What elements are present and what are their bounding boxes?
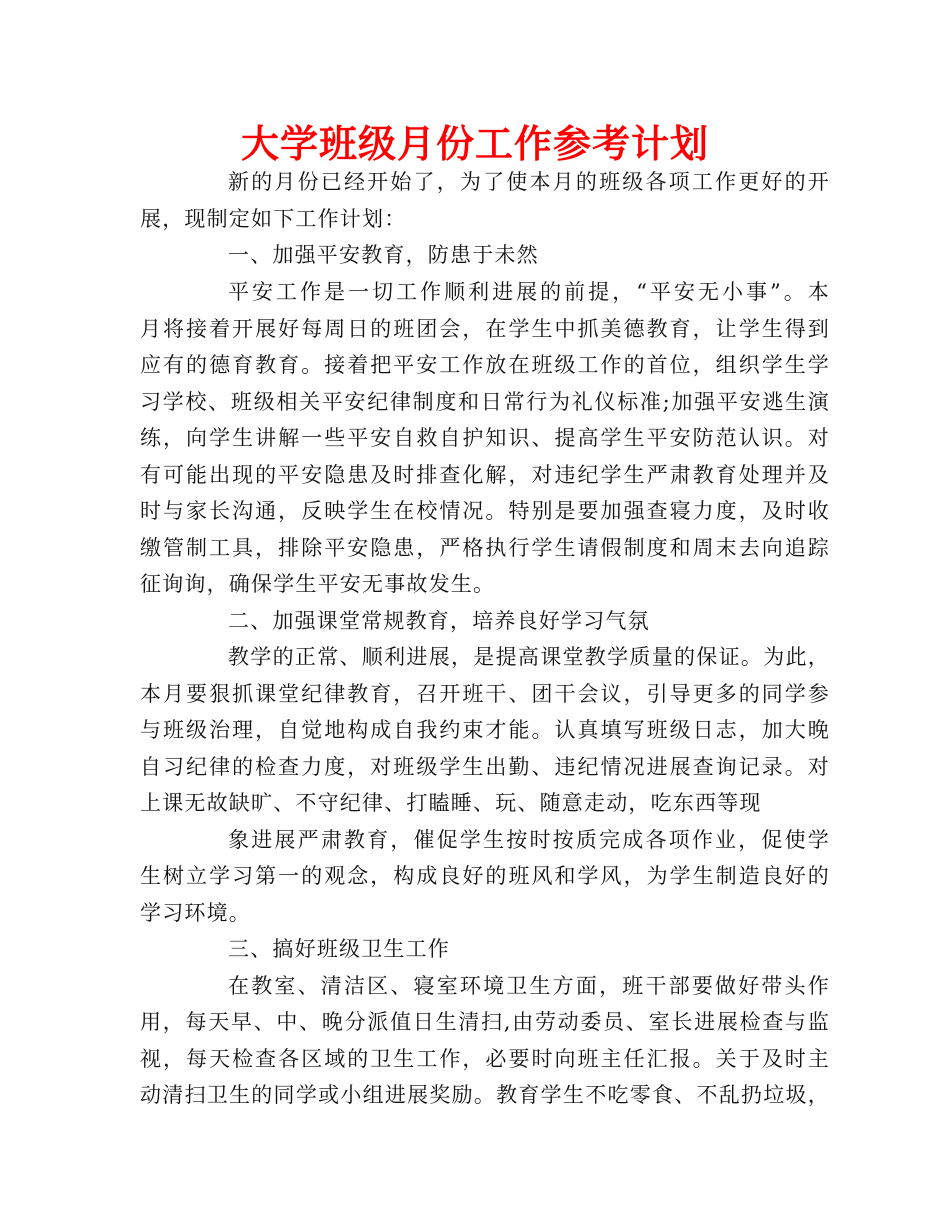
section2-line-5: 上课无故缺旷、不守纪律、打瞌睡、玩、随意走动，吃东西等现 <box>140 791 762 815</box>
section-heading-3: 三、搞好班级卫生工作 <box>228 937 450 961</box>
section1-line-4: 习学校、班级相关平安纪律制度和日常行为礼仪标准;加强平安逃生演 <box>140 390 830 414</box>
intro-line-2: 展，现制定如下工作计划： <box>140 207 407 231</box>
section1-line-6: 有可能出现的平安隐患及时排查化解，对违纪学生严肃教育处理并及 <box>140 463 830 487</box>
document-title: 大学班级月份工作参考计划 <box>240 122 709 166</box>
section2-line-8: 学习环境。 <box>140 901 251 925</box>
section3-line-4: 动清扫卫生的同学或小组进展奖励。教育学生不吃零食、不乱扔垃圾， <box>140 1083 830 1107</box>
section2-line-2: 本月要狠抓课堂纪律教育，召开班干、团干会议，引导更多的同学参 <box>140 682 830 706</box>
section2-line-7: 生树立学习第一的观念，构成良好的班风和学风，为学生制造良好的 <box>140 864 830 888</box>
section2-line-6: 象进展严肃教育，催促学生按时按质完成各项作业，促使学 <box>228 828 830 852</box>
section2-line-1: 教学的正常、顺利进展，是提高课堂教学质量的保证。为此， <box>228 645 830 669</box>
section1-line-8: 缴管制工具，排除平安隐患，严格执行学生请假制度和周末去向追踪 <box>140 536 830 560</box>
section1-line-5: 练，向学生讲解一些平安自救自护知识、提高学生平安防范认识。对 <box>140 426 830 450</box>
intro-line-1: 新的月份已经开始了，为了使本月的班级各项工作更好的开 <box>228 170 830 194</box>
section-heading-1: 一、加强平安教育，防患于未然 <box>228 243 539 267</box>
section1-line-1: 平安工作是一切工作顺利进展的前提，“平安无小事”。本 <box>228 280 830 304</box>
section-heading-2: 二、加强课堂常规教育，培养良好学习气氛 <box>228 609 650 633</box>
section2-line-4: 自习纪律的检查力度，对班级学生出勤、违纪情况进展查询记录。对 <box>140 755 830 779</box>
section3-line-3: 视，每天检查各区域的卫生工作，必要时向班主任汇报。关于及时主 <box>140 1047 830 1071</box>
section1-line-7: 时与家长沟通，反映学生在校情况。特别是要加强查寝力度，及时收 <box>140 499 830 523</box>
section1-line-2: 月将接着开展好每周日的班团会，在学生中抓美德教育，让学生得到 <box>140 317 830 341</box>
section3-line-1: 在教室、清洁区、寝室环境卫生方面，班干部要做好带头作 <box>228 974 830 998</box>
section2-line-3: 与班级治理，自觉地构成自我约束才能。认真填写班级日志，加大晚 <box>140 718 830 742</box>
section1-line-9: 征询询，确保学生平安无事故发生。 <box>140 572 496 596</box>
section3-line-2: 用，每天早、中、晚分派值日生清扫,由劳动委员、室长进展检查与监 <box>140 1010 830 1034</box>
section1-line-3: 应有的德育教育。接着把平安工作放在班级工作的首位，组织学生学 <box>140 353 830 377</box>
